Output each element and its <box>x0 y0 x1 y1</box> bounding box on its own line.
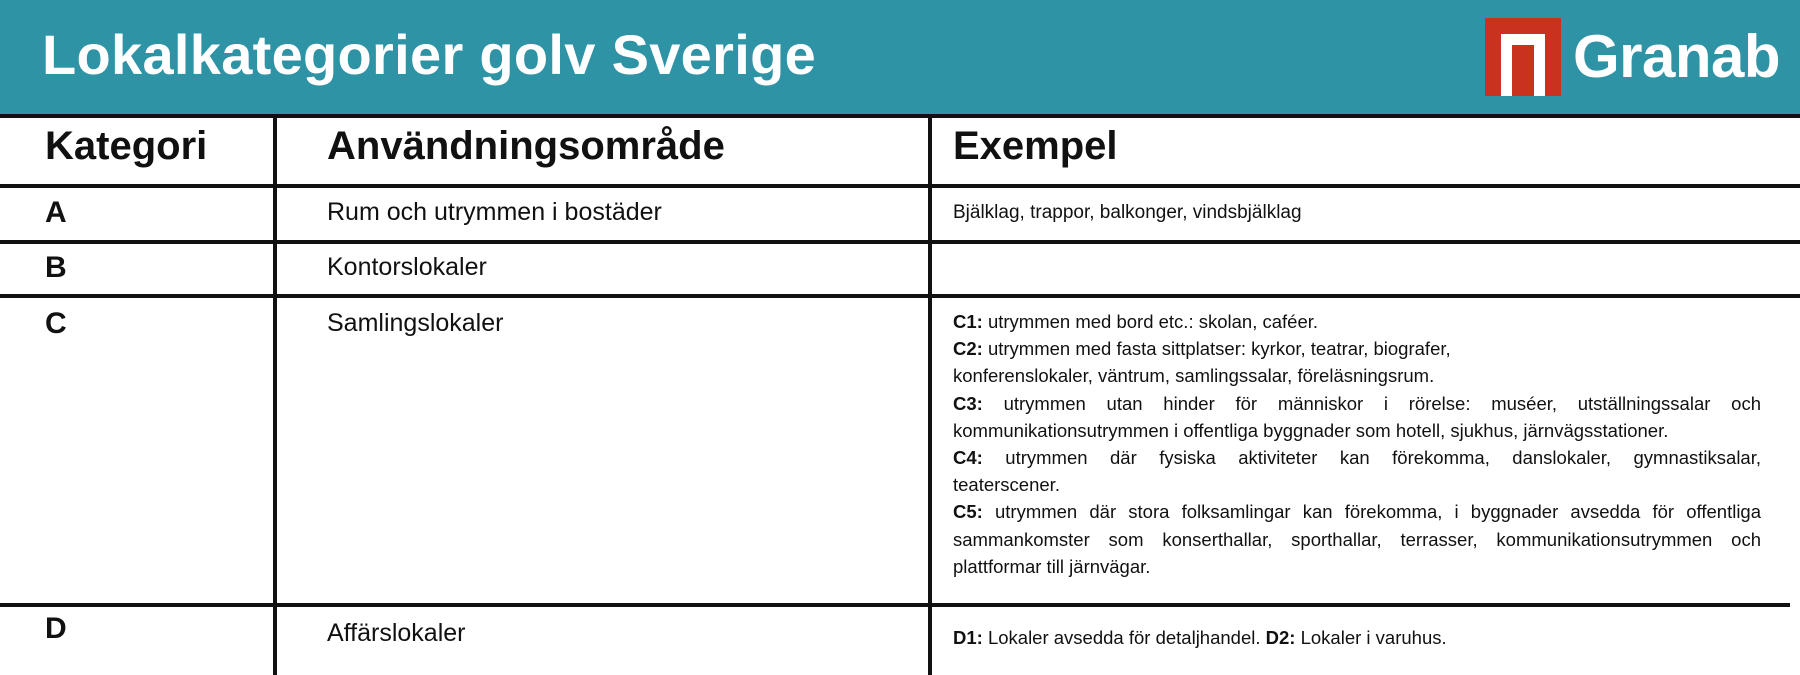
example-c5-cont: sammankomster som konserthallar, sporthallar, terrasser, kommunikationsutrymmen och <box>953 528 1761 550</box>
granab-logo <box>1485 18 1780 96</box>
header-banner <box>0 0 1800 114</box>
area-a: Rum och utrymmen i bostäder <box>327 198 662 226</box>
example-a: Bjälklag, trappor, balkonger, vindsbjälklag <box>953 202 1302 223</box>
example-c5: C5: utrymmen där stora folksamlingar kan förekomma, i byggnader avsedda för offentliga <box>953 501 1762 523</box>
column-divider <box>928 114 932 675</box>
example-d: D1: Lokaler avsedda för detaljhandel. D2: Lokaler i varuhus. <box>953 627 1447 648</box>
area-c: Samlingslokaler <box>327 309 504 337</box>
example-c4-cont: teaterscener. <box>953 474 1060 496</box>
area-b: Kontorslokaler <box>327 253 487 281</box>
category-c: C <box>45 307 67 340</box>
example-c1: C1: utrymmen med bord etc.: skolan, caféer. <box>953 311 1319 332</box>
logo-arch-icon <box>1501 34 1545 96</box>
row-divider <box>0 603 1790 607</box>
table-top-border <box>0 114 1800 118</box>
example-c3-cont: kommunikationsutrymmen i offentliga byggnader som hotell, sjukhus, järnvägsstationer. <box>953 419 1669 441</box>
column-header-kategori: Kategori <box>45 124 208 168</box>
row-divider <box>0 184 1800 188</box>
row-divider <box>0 240 1800 244</box>
category-a: A <box>45 196 67 229</box>
category-b: B <box>45 251 67 284</box>
example-c2: C2: utrymmen med fasta sittplatser: kyrkor, teatrar, biografer, <box>953 338 1451 360</box>
column-header-anvandningsomrade: Användningsområde <box>327 124 725 168</box>
category-d: D <box>45 612 67 645</box>
logo-mark-icon <box>1485 18 1561 96</box>
area-d: Affärslokaler <box>327 619 466 647</box>
example-c2-cont: konferenslokaler, väntrum, samlingssalar, föreläsningsrum. <box>953 365 1435 387</box>
column-header-exempel: Exempel <box>953 124 1118 168</box>
example-c4: C4: utrymmen där fysiska aktiviteter kan förekomma, danslokaler, gymnastiksalar, <box>953 447 1762 469</box>
column-divider <box>273 114 277 675</box>
example-c-list <box>953 308 1761 580</box>
logo-text: Granab <box>1573 23 1781 90</box>
example-c5-cont2: plattformar till järnvägar. <box>953 555 1151 577</box>
page-title: Lokalkategorier golv Sverige <box>42 23 817 86</box>
example-c3: C3: utrymmen utan hinder för människor i rörelse: muséer, utställningssalar och <box>953 392 1761 414</box>
row-divider <box>0 294 1800 298</box>
